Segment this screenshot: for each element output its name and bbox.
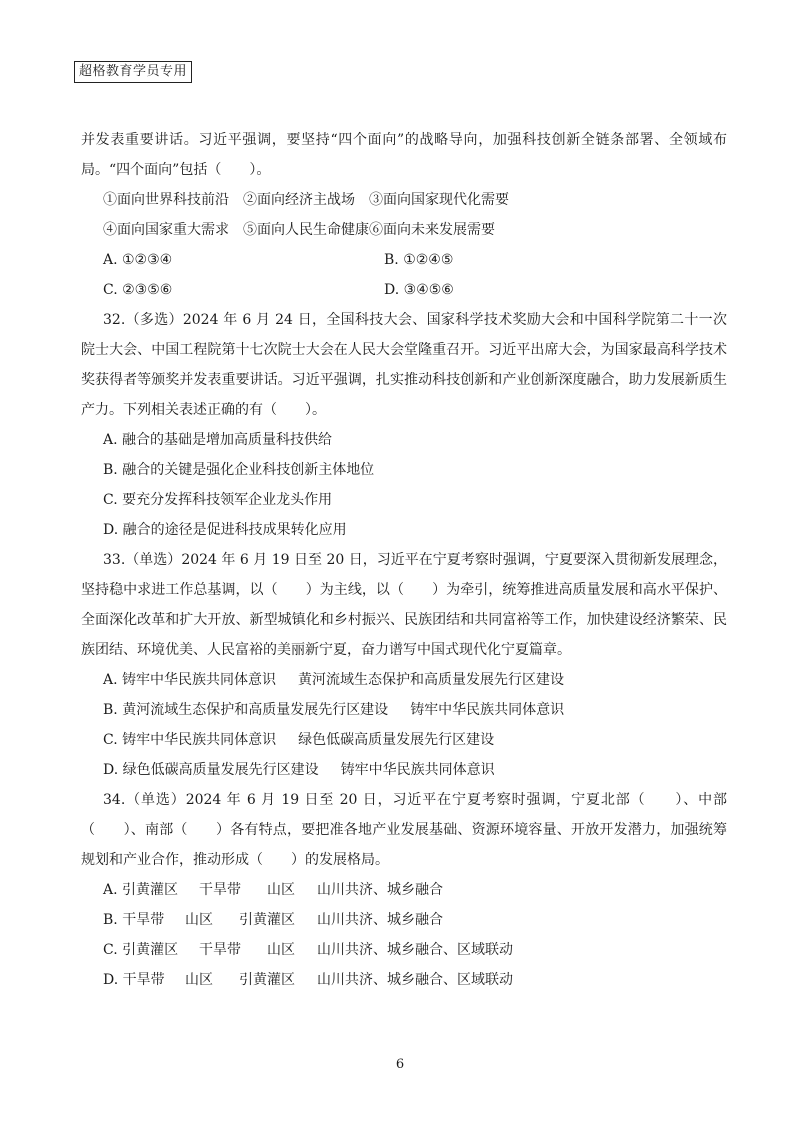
q34-option-c-part-1: C. 引黄灌区 bbox=[103, 942, 179, 958]
q33-option-d-part-1: D. 绿色低碳高质量发展先行区建设 bbox=[103, 762, 319, 778]
q34-option-a bbox=[81, 875, 727, 905]
q33-option-c bbox=[81, 725, 727, 755]
q34-option-c-part-4: 山川共济、城乡融合、区域联动 bbox=[317, 942, 513, 958]
q31-option-a: A. ①②③④ bbox=[103, 252, 173, 268]
q31-items-row-2 bbox=[81, 215, 727, 245]
q31-item-1: ①面向世界科技前沿 bbox=[103, 192, 229, 208]
q34-option-d bbox=[81, 965, 727, 995]
q34-option-b-part-3: 引黄灌区 bbox=[239, 912, 295, 928]
q34-option-c bbox=[81, 935, 727, 965]
q33-option-b bbox=[81, 695, 727, 725]
q34-option-b-part-4: 山川共济、城乡融合 bbox=[317, 912, 443, 928]
q31-item-2: ②面向经济主战场 bbox=[243, 192, 355, 208]
q33-option-d bbox=[81, 755, 727, 785]
page-number: 6 bbox=[395, 1057, 405, 1072]
q33-option-b-part-1: B. 黄河流域生态保护和高质量发展先行区建设 bbox=[103, 702, 389, 718]
q34-option-c-part-2: 干旱带 bbox=[199, 942, 241, 958]
q34-option-d-part-4: 山川共济、城乡融合、区域联动 bbox=[317, 972, 513, 988]
q33-option-c-part-2: 绿色低碳高质量发展先行区建设 bbox=[298, 732, 495, 748]
q33-stem: 33.（单选）2024 年 6 月 19 日至 20 日，习近平在宁夏考察时强调，宁夏要深入贯彻新发展理念，坚持稳中求进工作总基调，以（ ）为主线，以（ ）为牵引，统筹推进高质量发展和高水平保护、全面深化改革和扩大开放、新型城镇化和乡村振兴、民族团结和共同富裕等工作，加快建设经济繁荣、民族团结、环境优美、人民富裕的美丽新宁夏，奋力谱写中国式现代化宁夏篇章。 bbox=[81, 552, 727, 658]
q34-option-a-part-2: 干旱带 bbox=[199, 882, 241, 898]
q31-options-row-1 bbox=[81, 245, 727, 275]
q34-option-d-part-1: D. 干旱带 bbox=[103, 972, 165, 988]
q31-option-b: B. ①②④⑤ bbox=[384, 252, 454, 268]
q32-option-d: D. 融合的途径是促进科技成果转化应用 bbox=[103, 522, 347, 538]
q34-option-a-part-1: A. 引黄灌区 bbox=[103, 882, 179, 898]
q31-items-row-1 bbox=[81, 185, 727, 215]
q32-option-a: A. 融合的基础是增加高质量科技供给 bbox=[103, 432, 333, 448]
q31-option-d: D. ③④⑤⑥ bbox=[384, 282, 454, 298]
q34-option-b-part-1: B. 干旱带 bbox=[103, 912, 165, 928]
q33-option-b-part-2: 铸牢中华民族共同体意识 bbox=[410, 702, 565, 718]
q33-option-c-part-1: C. 铸牢中华民族共同体意识 bbox=[103, 732, 277, 748]
q32-option-c: C. 要充分发挥科技领军企业龙头作用 bbox=[103, 492, 333, 508]
q34-option-a-part-3: 山区 bbox=[267, 882, 295, 898]
q34-option-d-part-3: 引黄灌区 bbox=[239, 972, 295, 988]
q31-stem: 并发表重要讲话。习近平强调，要坚持“四个面向”的战略导向，加强科技创新全链条部署、全领域布局。“四个面向”包括（ ）。 bbox=[81, 132, 727, 178]
q31-item-3: ③面向国家现代化需要 bbox=[369, 192, 509, 208]
q33-option-d-part-2: 铸牢中华民族共同体意识 bbox=[340, 762, 495, 778]
question-content bbox=[81, 125, 727, 995]
q34-option-d-part-2: 山区 bbox=[185, 972, 213, 988]
q33-option-a bbox=[81, 665, 727, 695]
q31-item-5: ⑤面向人民生命健康 bbox=[243, 222, 369, 238]
q31-options-row-2 bbox=[81, 275, 727, 305]
q32-stem: 32.（多选）2024 年 6 月 24 日，全国科技大会、国家科学技术奖励大会和中国科学院第二十一次院士大会、中国工程院第十七次院士大会在人民大会堂隆重召开。习近平出席大会，为国家最高科学技术奖获得者等颁奖并发表重要讲话。习近平强调，扎实推动科技创新和产业创新深度融合，助力发展新质生产力。下列相关表述正确的有（ ）。 bbox=[81, 312, 727, 418]
q34-option-b bbox=[81, 905, 727, 935]
q34-option-c-part-3: 山区 bbox=[267, 942, 295, 958]
q31-option-c: C. ②③⑤⑥ bbox=[103, 282, 173, 298]
q33-option-a-part-2: 黄河流域生态保护和高质量发展先行区建设 bbox=[298, 672, 565, 688]
q33-option-a-part-1: A. 铸牢中华民族共同体意识 bbox=[103, 672, 277, 688]
q32-option-b: B. 融合的关键是强化企业科技创新主体地位 bbox=[103, 462, 375, 478]
q34-option-a-part-4: 山川共济、城乡融合 bbox=[317, 882, 443, 898]
q34-stem: 34.（单选）2024 年 6 月 19 日至 20 日，习近平在宁夏考察时强调，宁夏北部（ ）、中部（ ）、南部（ ）各有特点，要把准各地产业发展基础、资源环境容量、开放开发潜力，加强统筹规划和产业合作，推动形成（ ）的发展格局。 bbox=[81, 792, 727, 868]
q31-item-6: ⑥面向未来发展需要 bbox=[369, 222, 495, 238]
header-label: 超格教育学员专用 bbox=[74, 61, 192, 83]
q31-item-4: ④面向国家重大需求 bbox=[103, 222, 229, 238]
q34-option-b-part-2: 山区 bbox=[185, 912, 213, 928]
